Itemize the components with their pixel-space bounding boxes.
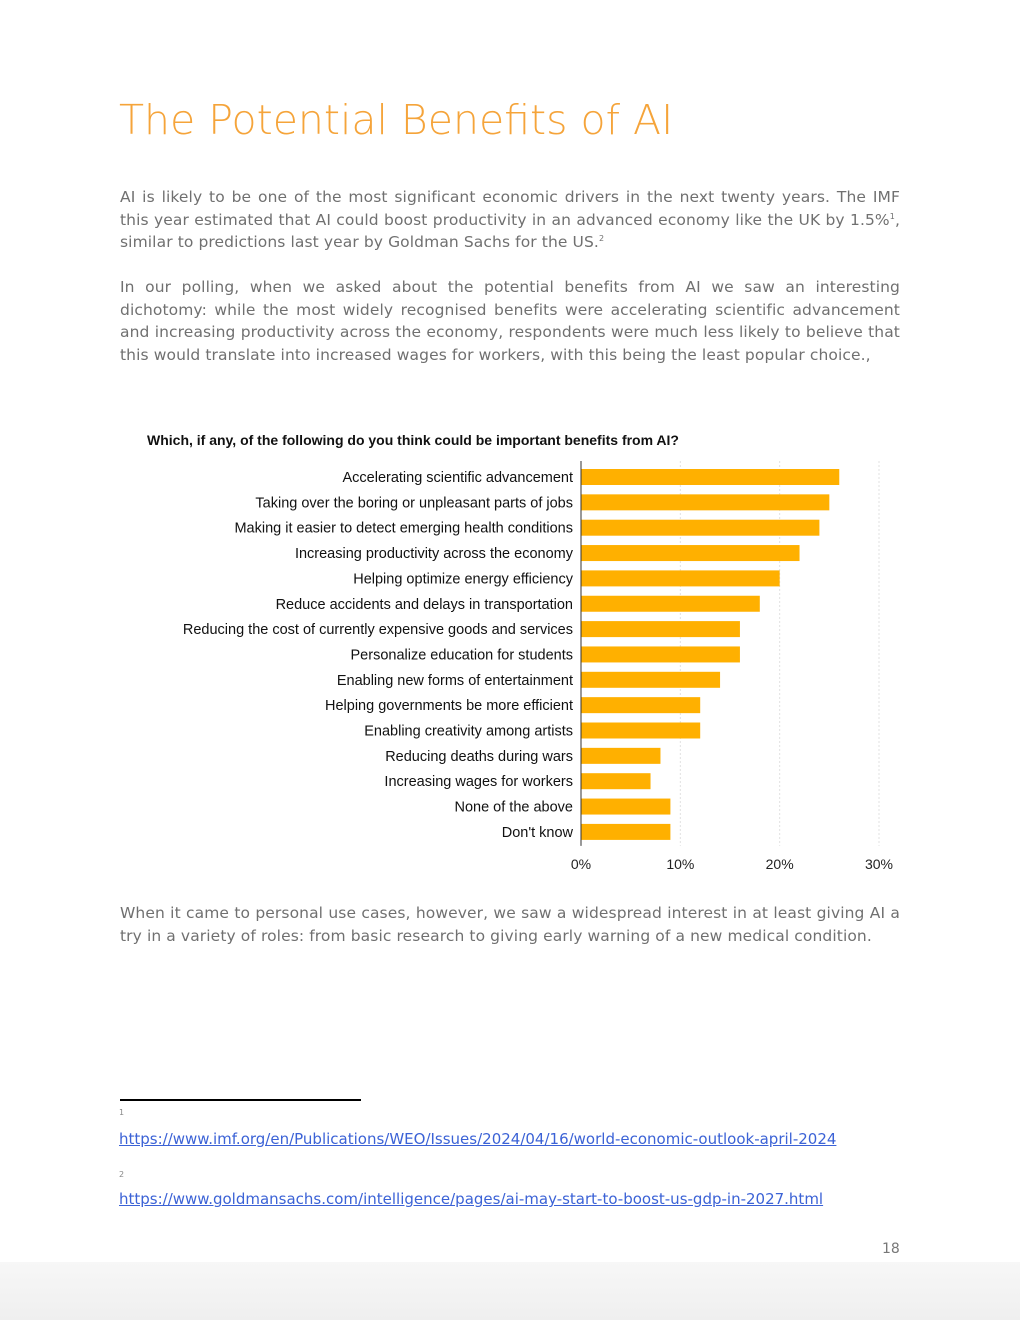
footnote-link-imf[interactable]: https://www.imf.org/en/Publications/WEO/Issues/2024/04/16/world-economic-outlook-april-2024 bbox=[119, 1130, 837, 1148]
chart-category-label: Enabling creativity among artists bbox=[364, 723, 573, 740]
chart-bars bbox=[581, 461, 839, 846]
chart-category-label: Reduce accidents and delays in transportation bbox=[275, 596, 573, 613]
chart-category-label: None of the above bbox=[454, 799, 573, 816]
chart-bar bbox=[581, 469, 839, 485]
chart-x-tick-label: 30% bbox=[864, 856, 894, 872]
polling-paragraph: In our polling, when we asked about the potential benefits from AI we saw an interesting dichotomy: while the most widely recognised benefits were accelerating scientific advancement and increasing productivity across the economy, respondents were much less likely to believe that this would translate into increased wages for workers, with this being the least popular choice., bbox=[120, 278, 900, 364]
chart-category-label: Increasing productivity across the economy bbox=[294, 546, 573, 563]
chart-bar bbox=[581, 494, 829, 510]
page-bottom-shadow bbox=[0, 1262, 1020, 1320]
chart-category-label: Accelerating scientific advancement bbox=[342, 470, 573, 486]
chart-bar bbox=[581, 824, 670, 840]
chart-category-labels bbox=[183, 470, 574, 841]
chart-x-tick-label: 10% bbox=[666, 856, 695, 872]
chart-category-label: Increasing wages for workers bbox=[384, 774, 573, 791]
chart-bar bbox=[581, 545, 800, 561]
chart-bar bbox=[581, 697, 700, 713]
chart-bar bbox=[581, 748, 660, 764]
chart-bar bbox=[581, 672, 720, 688]
chart-bar bbox=[581, 723, 700, 739]
intro-text-part2: , similar to predictions last year by Goldman Sachs for the US. bbox=[120, 210, 900, 252]
chart-category-label: Don't know bbox=[501, 824, 573, 841]
footnote-divider bbox=[120, 1099, 361, 1101]
chart-title: Which, if any, of the following do you think could be important benefits from AI? bbox=[147, 432, 679, 448]
chart-bar bbox=[581, 596, 760, 612]
chart-category-label: Enabling new forms of entertainment bbox=[336, 672, 573, 689]
chart-bar bbox=[581, 520, 819, 536]
chart-category-label: Making it easier to detect emerging health conditions bbox=[234, 520, 573, 537]
chart-bar bbox=[581, 773, 651, 789]
chart-category-label: Reducing deaths during wars bbox=[385, 748, 573, 765]
chart-category-label: Personalize education for students bbox=[350, 647, 573, 664]
chart-category-label: Helping optimize energy efficiency bbox=[353, 571, 573, 588]
chart-x-tick-labels bbox=[571, 856, 893, 872]
chart-category-label: Taking over the boring or unpleasant parts of jobs bbox=[255, 495, 573, 512]
intro-text-part1: AI is likely to be one of the most significant economic drivers in the next twenty years. The IMF this year estimated that AI could boost productivity in an advanced economy like the UK by 1.5% bbox=[120, 188, 900, 229]
chart-category-label: Reducing the cost of currently expensive goods and services bbox=[182, 622, 573, 639]
chart-x-tick-label: 0% bbox=[570, 856, 592, 872]
chart-bar bbox=[581, 570, 780, 586]
chart-category-label: Helping governments be more efficient bbox=[325, 698, 573, 715]
footnote-number-1: 1 bbox=[119, 1108, 125, 1117]
personal-use-paragraph: When it came to personal use cases, however, we saw a widespread interest in at least giving AI a try in a variety of roles: from basic research to giving early warning of a new medical condition. bbox=[120, 904, 900, 945]
page-title: The Potential Benefits of AI bbox=[119, 96, 674, 144]
chart-bar bbox=[581, 621, 740, 637]
footnote-link-goldman[interactable]: https://www.goldmansachs.com/intelligence/pages/ai-may-start-to-boost-us-gdp-in-2027.html bbox=[119, 1190, 824, 1208]
chart-bar bbox=[581, 646, 740, 662]
footnote-number-2: 2 bbox=[119, 1170, 125, 1179]
page-number: 18 bbox=[882, 1241, 900, 1257]
chart-bar bbox=[581, 799, 670, 815]
footnote-ref-2[interactable]: 2 bbox=[598, 234, 605, 244]
footnote-ref-1[interactable]: 1 bbox=[889, 211, 895, 221]
chart-x-tick-label: 20% bbox=[765, 856, 794, 872]
